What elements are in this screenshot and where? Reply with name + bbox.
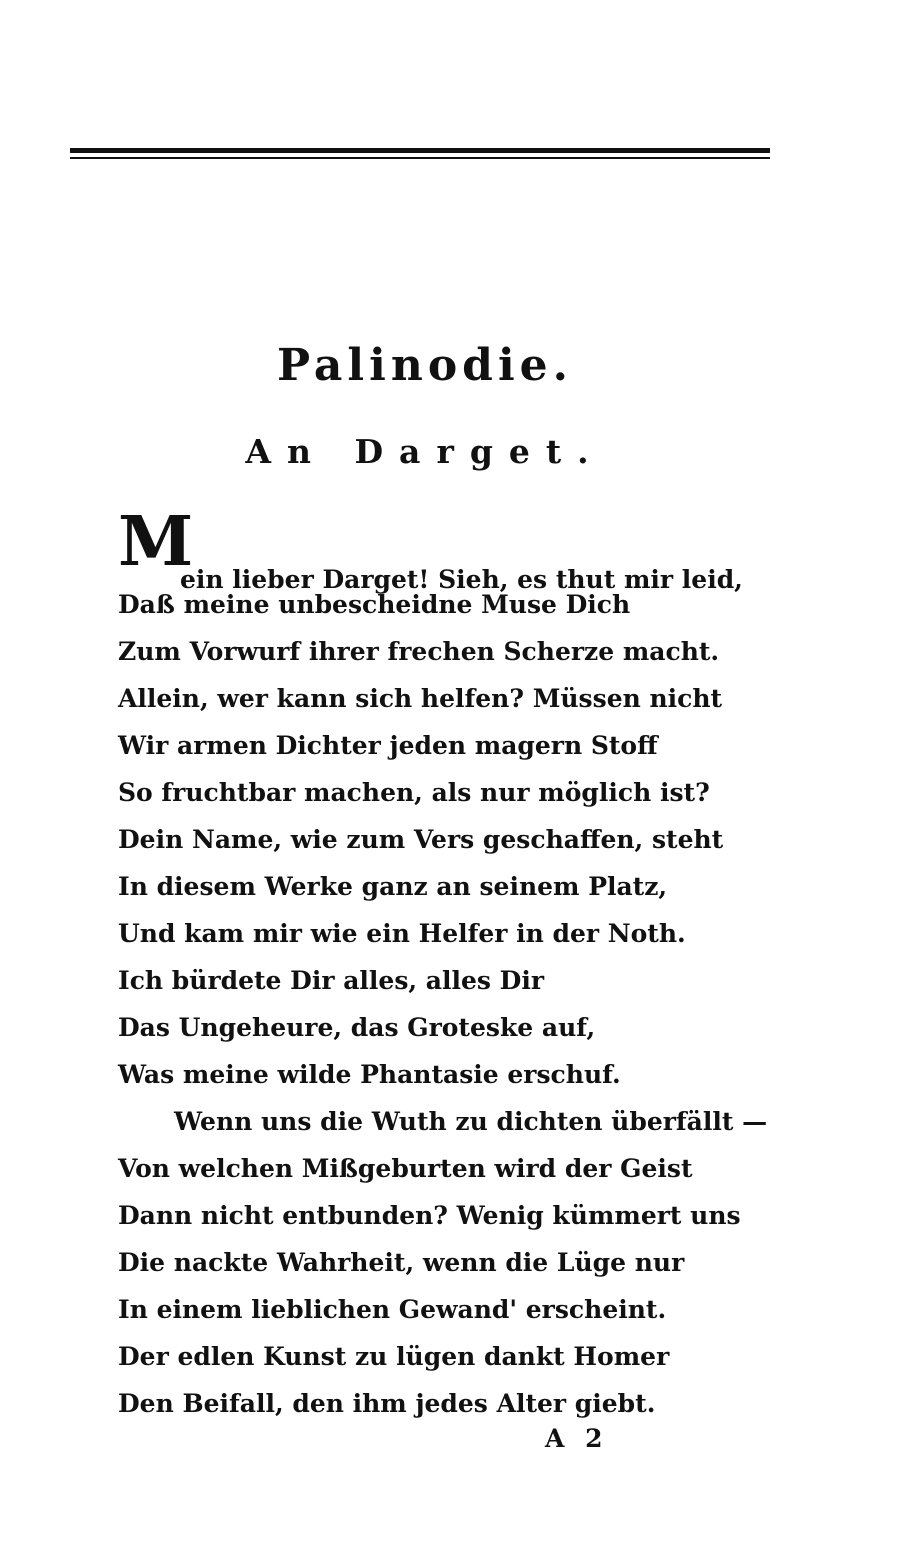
poem-line: Den Beifall, den ihm jedes Alter giebt.: [118, 1389, 656, 1418]
header-rule-thick: [70, 148, 770, 153]
signature-mark: A 2: [545, 1424, 609, 1453]
poem-line: Wir armen Dichter jeden magern Stoff: [118, 731, 658, 760]
poem-line: Von welchen Mißgeburten wird der Geist: [118, 1154, 693, 1183]
poem-title: Palinodie.: [277, 340, 573, 391]
poem-line: Dein Name, wie zum Vers geschaffen, steht: [118, 825, 724, 854]
poem-line: Dann nicht entbunden? Wenig kümmert uns: [118, 1201, 741, 1230]
drop-cap: M: [118, 502, 194, 582]
poem-line: Die nackte Wahrheit, wenn die Lüge nur: [118, 1248, 685, 1277]
poem-line: In einem lieblichen Gewand' erscheint.: [118, 1295, 667, 1324]
poem-line: ein lieber Darget! Sieh, es thut mir leid,: [180, 565, 743, 594]
poem-line: Was meine wilde Phantasie erschuf.: [118, 1060, 621, 1089]
poem-line: So fruchtbar machen, als nur möglich ist?: [118, 778, 710, 807]
poem-line: Wenn uns die Wuth zu dichten überfällt —: [174, 1107, 768, 1136]
poem-line: Daß meine unbescheidne Muse Dich: [118, 590, 631, 619]
poem-line: In diesem Werke ganz an seinem Platz,: [118, 872, 668, 901]
poem-line: Der edlen Kunst zu lügen dankt Homer: [118, 1342, 670, 1371]
poem-dedication: An Darget.: [245, 432, 605, 471]
poem-line: Und kam mir wie ein Helfer in der Noth.: [118, 919, 686, 948]
poem-line: Allein, wer kann sich helfen? Müssen nicht: [118, 684, 723, 713]
poem-line: Zum Vorwurf ihrer frechen Scherze macht.: [118, 637, 720, 666]
poem-line: Das Ungeheure, das Groteske auf,: [118, 1013, 596, 1042]
poem-line: Ich bürdete Dir alles, alles Dir: [118, 966, 545, 995]
header-rule-thin: [70, 157, 770, 159]
